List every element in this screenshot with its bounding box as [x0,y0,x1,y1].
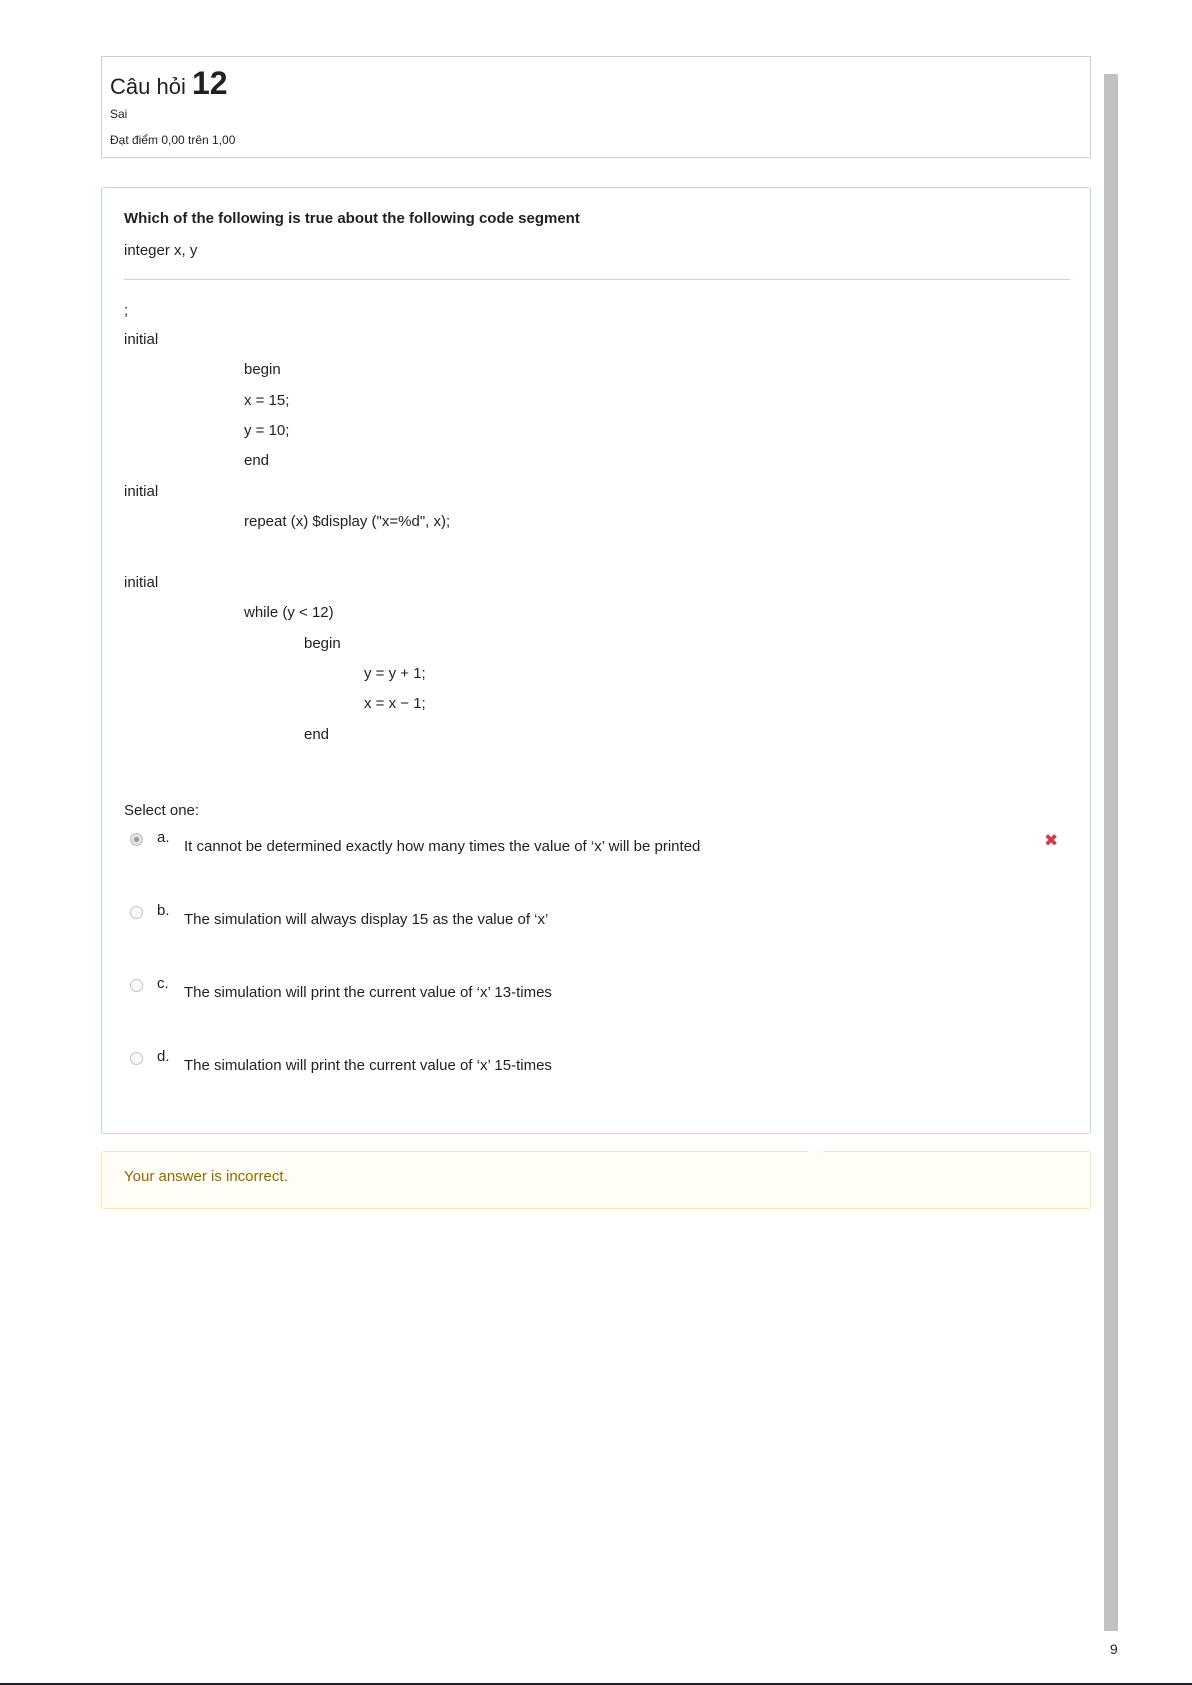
answer-option-b[interactable] [130,902,1060,932]
question-title [110,65,228,102]
feedback-panel [101,1151,1091,1209]
code-line: end [244,452,270,469]
radio-button-a[interactable] [130,833,143,846]
code-line: y = 10; [244,422,290,439]
scrollbar[interactable] [1104,74,1118,1631]
divider [124,279,1070,280]
question-grade: Đạt điểm 0,00 trên 1,00 [110,133,236,147]
times-icon: ✖ [1044,831,1059,850]
code-line: integer x, y [124,242,198,259]
code-line: end [304,726,330,743]
code-line: repeat (x) $display ("x=%d", x); [244,513,451,530]
option-letter: c. [157,975,169,992]
answer-option-c[interactable] [130,975,1060,1005]
question-info-panel [101,56,1091,158]
answer-option-d[interactable] [130,1048,1060,1078]
option-text: The simulation will print the current value of ‘x’ 15-times [184,1057,552,1074]
option-text: The simulation will always display 15 as the value of ‘x’ [184,911,549,928]
code-line: x = 15; [244,392,290,409]
question-heading: Which of the following is true about the following code segment [124,210,580,227]
feedback-gap [808,1150,823,1154]
question-number: 12 [191,65,228,101]
option-letter: a. [157,829,170,846]
code-line: while (y < 12) [244,604,334,621]
code-line: x = x − 1; [364,695,426,712]
feedback-text: Your answer is incorrect. [124,1168,288,1185]
code-line: begin [244,361,281,378]
code-line: initial [124,331,159,348]
page-number: 9 [1110,1641,1118,1657]
radio-button-b[interactable] [130,906,143,919]
code-line: ; [124,302,129,319]
option-text: It cannot be determined exactly how many times the value of ‘x’ will be printed [184,838,701,855]
radio-button-c[interactable] [130,979,143,992]
question-state: Sai [110,107,128,121]
option-letter: d. [157,1048,170,1065]
code-line: initial [124,483,159,500]
code-line: y = y + 1; [364,665,426,682]
question-content-panel [101,187,1091,1134]
answer-option-a[interactable] [130,829,1060,859]
select-one-prompt: Select one: [124,802,200,819]
option-text: The simulation will print the current value of ‘x’ 13-times [184,984,552,1001]
question-title-prefix: Câu hỏi [110,74,186,99]
code-line: initial [124,574,159,591]
radio-button-d[interactable] [130,1052,143,1065]
option-letter: b. [157,902,170,919]
code-line: begin [304,635,341,652]
